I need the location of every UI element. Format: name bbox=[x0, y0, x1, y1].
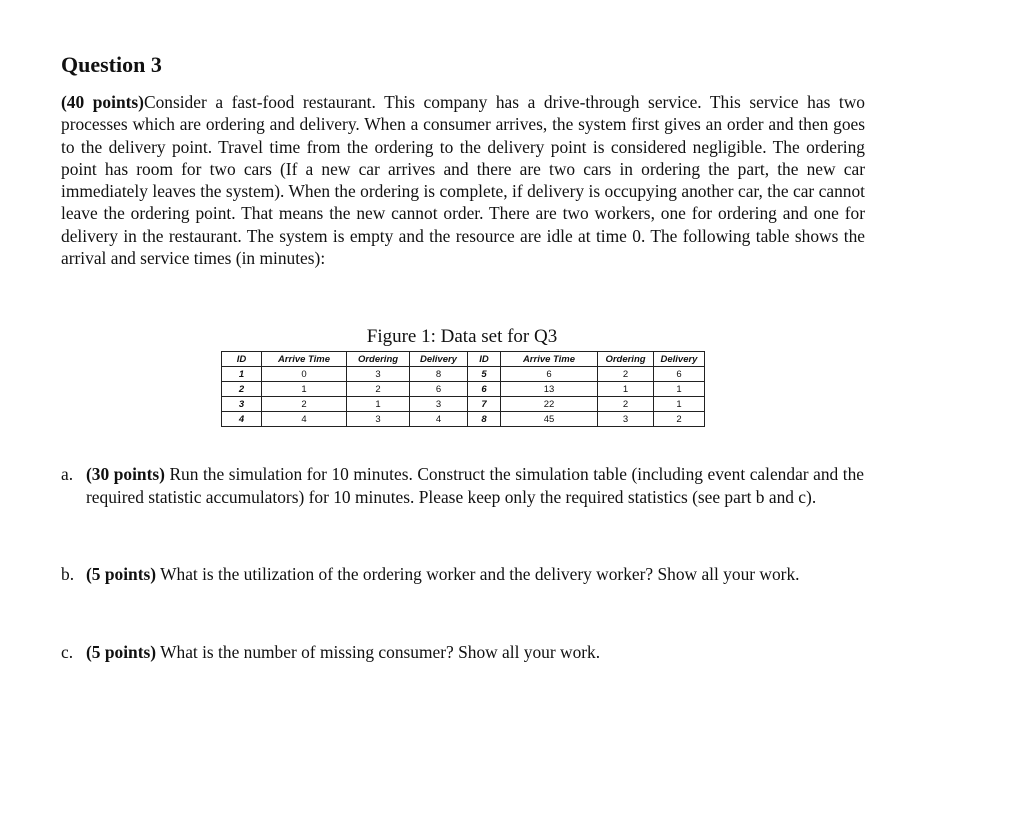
table-cell: 6 bbox=[410, 382, 468, 397]
table-cell: 4 bbox=[222, 412, 262, 427]
part-a-points: (30 points) bbox=[86, 464, 165, 484]
table-cell: 0 bbox=[262, 367, 347, 382]
table-cell: 8 bbox=[468, 412, 501, 427]
part-a-text: Run the simulation for 10 minutes. Construct the simulation table (including event calendar and the required statistic accumulators) for 10 minutes. Please keep only the required statistics (see part b and c). bbox=[86, 464, 864, 507]
table-cell: 3 bbox=[347, 367, 410, 382]
table-cell: 3 bbox=[222, 397, 262, 412]
table-cell: 1 bbox=[654, 397, 705, 412]
table-cell: 2 bbox=[654, 412, 705, 427]
table-cell: 22 bbox=[501, 397, 598, 412]
header-cell: Arrive Time bbox=[501, 352, 598, 367]
question-heading: Question 3 bbox=[61, 52, 162, 77]
part-c-label: c. bbox=[61, 642, 74, 662]
table-cell: 2 bbox=[222, 382, 262, 397]
header-cell: ID bbox=[222, 352, 262, 367]
part-a-label: a. bbox=[61, 464, 74, 484]
table-header-row bbox=[222, 352, 705, 367]
table-cell: 3 bbox=[598, 412, 654, 427]
table-cell: 4 bbox=[410, 412, 468, 427]
header-cell: ID bbox=[468, 352, 501, 367]
question-intro bbox=[61, 91, 865, 269]
header-cell: Delivery bbox=[654, 352, 705, 367]
table-cell: 3 bbox=[410, 397, 468, 412]
part-b-label: b. bbox=[61, 564, 75, 584]
figure-caption: Figure 1: Data set for Q3 bbox=[366, 326, 558, 347]
table-cell: 8 bbox=[410, 367, 468, 382]
table-cell: 2 bbox=[262, 397, 347, 412]
table-cell: 1 bbox=[654, 382, 705, 397]
header-cell: Delivery bbox=[410, 352, 468, 367]
table-cell: 6 bbox=[501, 367, 598, 382]
table-cell: 1 bbox=[222, 367, 262, 382]
header-cell: Ordering bbox=[598, 352, 654, 367]
header-cell: Ordering bbox=[347, 352, 410, 367]
part-b bbox=[61, 563, 864, 586]
part-b-points: (5 points) bbox=[86, 564, 157, 584]
table-cell: 1 bbox=[262, 382, 347, 397]
table-row bbox=[222, 397, 705, 412]
data-table bbox=[221, 351, 705, 427]
table-cell: 6 bbox=[468, 382, 501, 397]
part-a bbox=[61, 463, 864, 508]
header-cell: Arrive Time bbox=[262, 352, 347, 367]
table-row bbox=[222, 412, 705, 427]
table-row bbox=[222, 367, 705, 382]
table-cell: 13 bbox=[501, 382, 598, 397]
question-intro-text: Consider a fast-food restaurant. This company has a drive-through service. This service has two processes which are ordering and delivery. When a consumer arrives, the system first gives an order and then goes to the delivery point. Travel time from the ordering to the delivery point is considered negligible. The ordering point has room for two cars (If a new car arrives and there are two cars in ordering the part, the new car immediately leaves the system). When the ordering is complete, if delivery is occupying another car, the car cannot leave the ordering point. That means the new cannot order. There are two workers, one for ordering and one for delivery in the restaurant. The system is empty and the resource are idle at time 0. The following table shows the arrival and service times (in minutes): bbox=[61, 92, 865, 269]
part-c bbox=[61, 641, 864, 664]
table-cell: 7 bbox=[468, 397, 501, 412]
table-cell: 2 bbox=[598, 397, 654, 412]
part-a-body bbox=[86, 463, 864, 508]
table-cell: 2 bbox=[347, 382, 410, 397]
table-cell: 4 bbox=[262, 412, 347, 427]
table-cell: 45 bbox=[501, 412, 598, 427]
table-row bbox=[222, 382, 705, 397]
table-cell: 3 bbox=[347, 412, 410, 427]
part-c-text: What is the number of missing consumer? Show all your work. bbox=[156, 642, 601, 662]
question-points: (40 points) bbox=[61, 92, 144, 112]
table-cell: 5 bbox=[468, 367, 501, 382]
part-b-body bbox=[86, 563, 864, 586]
table-cell: 6 bbox=[654, 367, 705, 382]
part-c-points: (5 points) bbox=[86, 642, 157, 662]
part-b-text: What is the utilization of the ordering worker and the delivery worker? Show all your work. bbox=[156, 564, 800, 584]
part-c-body bbox=[86, 641, 864, 664]
table-cell: 1 bbox=[347, 397, 410, 412]
table-cell: 2 bbox=[598, 367, 654, 382]
table-cell: 1 bbox=[598, 382, 654, 397]
